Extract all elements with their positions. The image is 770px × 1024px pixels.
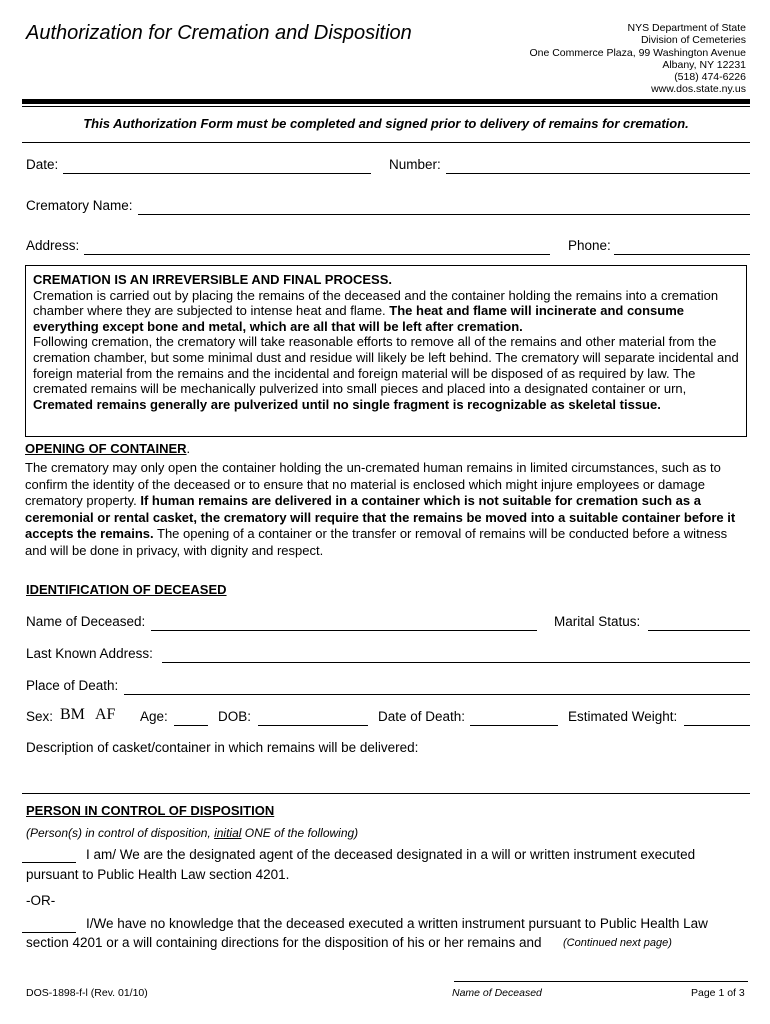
form-title: Authorization for Cremation and Disposition <box>26 22 412 44</box>
opening-text-2: The opening of a container or the transfer or removal of remains will be conducted before a witness and will be done in privacy, with dignity and respect. <box>25 526 728 558</box>
casket-description-label: Description of casket/container in which remains will be delivered: <box>26 740 419 755</box>
sex-male-option[interactable]: BM <box>60 706 85 723</box>
irreversible-paragraph-1 <box>33 288 745 335</box>
phone-label: Phone: <box>568 238 611 253</box>
agency-division: Division of Cemeteries <box>640 34 746 47</box>
crematory-name-field[interactable] <box>138 214 750 215</box>
control-instruction-pre: (Person(s) in control of disposition, <box>26 826 215 840</box>
notice-banner: This Authorization Form must be completed and signed prior to delivery of remains for cremation. <box>83 116 689 131</box>
age-label: Age: <box>140 709 168 724</box>
opening-paragraph <box>25 460 747 560</box>
name-of-deceased-label: Name of Deceased: <box>26 614 146 629</box>
date-of-death-field[interactable] <box>470 725 558 726</box>
date-field[interactable] <box>63 173 371 174</box>
last-known-address-field[interactable] <box>162 662 750 663</box>
age-field[interactable] <box>174 725 208 726</box>
option-2-line-2: section 4201 or a will containing directions for the disposition of his or her remains and <box>26 935 542 950</box>
header-divider-thin <box>22 106 750 107</box>
header-divider-thick <box>22 99 750 104</box>
identification-divider <box>22 793 750 794</box>
address-label: Address: <box>26 238 80 253</box>
agency-website: www.dos.state.ny.us <box>651 83 746 96</box>
agency-address-block <box>426 22 746 96</box>
dob-label: DOB: <box>218 709 252 724</box>
agency-street: One Commerce Plaza, 99 Washington Avenue <box>529 46 746 59</box>
irreversible-p1-normal: Cremation is carried out by placing the remains of the deceased and the container holding the remains into a cremation chamber where they are subjected to intense heat and flame. <box>33 287 719 319</box>
or-separator: -OR- <box>26 893 56 908</box>
option-1-initial-field[interactable] <box>22 862 76 863</box>
agency-city: Albany, NY 12231 <box>662 58 746 71</box>
opening-text-1: The crematory may only open the container holding the un-cremated human remains in limited circumstances, such as to confirm the identity of the deceased or to ensure that no material is enclosed which might injure employees or damage crematory property. <box>25 460 721 509</box>
option-1-line-1: I am/ We are the designated agent of the deceased designated in a will or written instrument executed <box>86 847 696 862</box>
page-number: Page 1 of 3 <box>691 987 745 999</box>
name-of-deceased-field[interactable] <box>151 630 537 631</box>
opening-text-bold: If human remains are delivered in a container which is not suitable for cremation such as a ceremonial or rental casket, the crematory will require that the remains be moved into a suitable container before it accepts the remains. <box>25 493 736 542</box>
notice-divider <box>22 142 750 143</box>
opening-heading: OPENING OF CONTAINER <box>25 441 187 456</box>
continued-note: (Continued next page) <box>563 937 672 949</box>
control-instruction-post: ONE of the following) <box>241 826 359 840</box>
form-number: DOS-1898-f-l (Rev. 01/10) <box>26 987 148 999</box>
option-2-initial-field[interactable] <box>22 932 76 933</box>
irreversible-paragraph-2 <box>33 334 745 412</box>
irreversible-p2-normal: Following cremation, the crematory will take reasonable efforts to remove all of the remains and other material from the cremation chamber, but some minimal dust and residue will likely be left behind. The crematory will separate incidental and foreign material from the remains and the incidental and foreign material will be disposed of as required by law. The cremated remains will be mechanically pulverized into small pieces and placed into a designated container or urn, <box>33 334 739 397</box>
option-2-line-1: I/We have no knowledge that the deceased executed a written instrument pursuant to Public Health Law <box>86 916 708 931</box>
dob-field[interactable] <box>258 725 368 726</box>
footer-name-of-deceased-label: Name of Deceased <box>452 987 542 999</box>
control-instruction <box>26 826 358 840</box>
address-field[interactable] <box>84 254 550 255</box>
casket-description-field[interactable] <box>26 760 750 790</box>
last-known-address-label: Last Known Address: <box>26 646 153 661</box>
irreversible-notice-text <box>33 272 745 412</box>
footer-name-of-deceased-field[interactable] <box>454 981 748 982</box>
agency-name: NYS Department of State <box>627 22 746 34</box>
estimated-weight-field[interactable] <box>684 725 750 726</box>
date-of-death-label: Date of Death: <box>378 709 466 724</box>
identification-heading: IDENTIFICATION OF DECEASED <box>26 582 227 597</box>
place-of-death-field[interactable] <box>124 694 750 695</box>
sex-female-option[interactable]: AF <box>95 706 116 723</box>
crematory-name-label: Crematory Name: <box>26 198 133 213</box>
number-field[interactable] <box>446 173 750 174</box>
marital-status-field[interactable] <box>648 630 750 631</box>
opening-heading-period: . <box>186 441 191 456</box>
sex-label: Sex: <box>26 709 54 724</box>
agency-phone: (518) 474-6226 <box>674 71 746 84</box>
place-of-death-label: Place of Death: <box>26 678 119 693</box>
control-instruction-initial: initial <box>214 826 242 840</box>
irreversible-p2-bold: Cremated remains generally are pulverized until no single fragment is recognizable as skeletal tissue. <box>33 396 661 412</box>
control-heading: PERSON IN CONTROL OF DISPOSITION <box>26 803 275 818</box>
marital-status-label: Marital Status: <box>554 614 641 629</box>
opening-heading-line <box>25 441 190 456</box>
date-label: Date: <box>26 157 59 172</box>
irreversible-heading: CREMATION IS AN IRREVERSIBLE AND FINAL PROCESS. <box>33 272 392 287</box>
phone-field[interactable] <box>614 254 750 255</box>
irreversible-p1-bold: The heat and flame will incinerate and consume everything except bone and metal, which are all that will be left after cremation. <box>33 303 685 334</box>
number-label: Number: <box>389 157 441 172</box>
estimated-weight-label: Estimated Weight: <box>568 709 678 724</box>
option-1-line-2: pursuant to Public Health Law section 4201. <box>26 867 290 882</box>
